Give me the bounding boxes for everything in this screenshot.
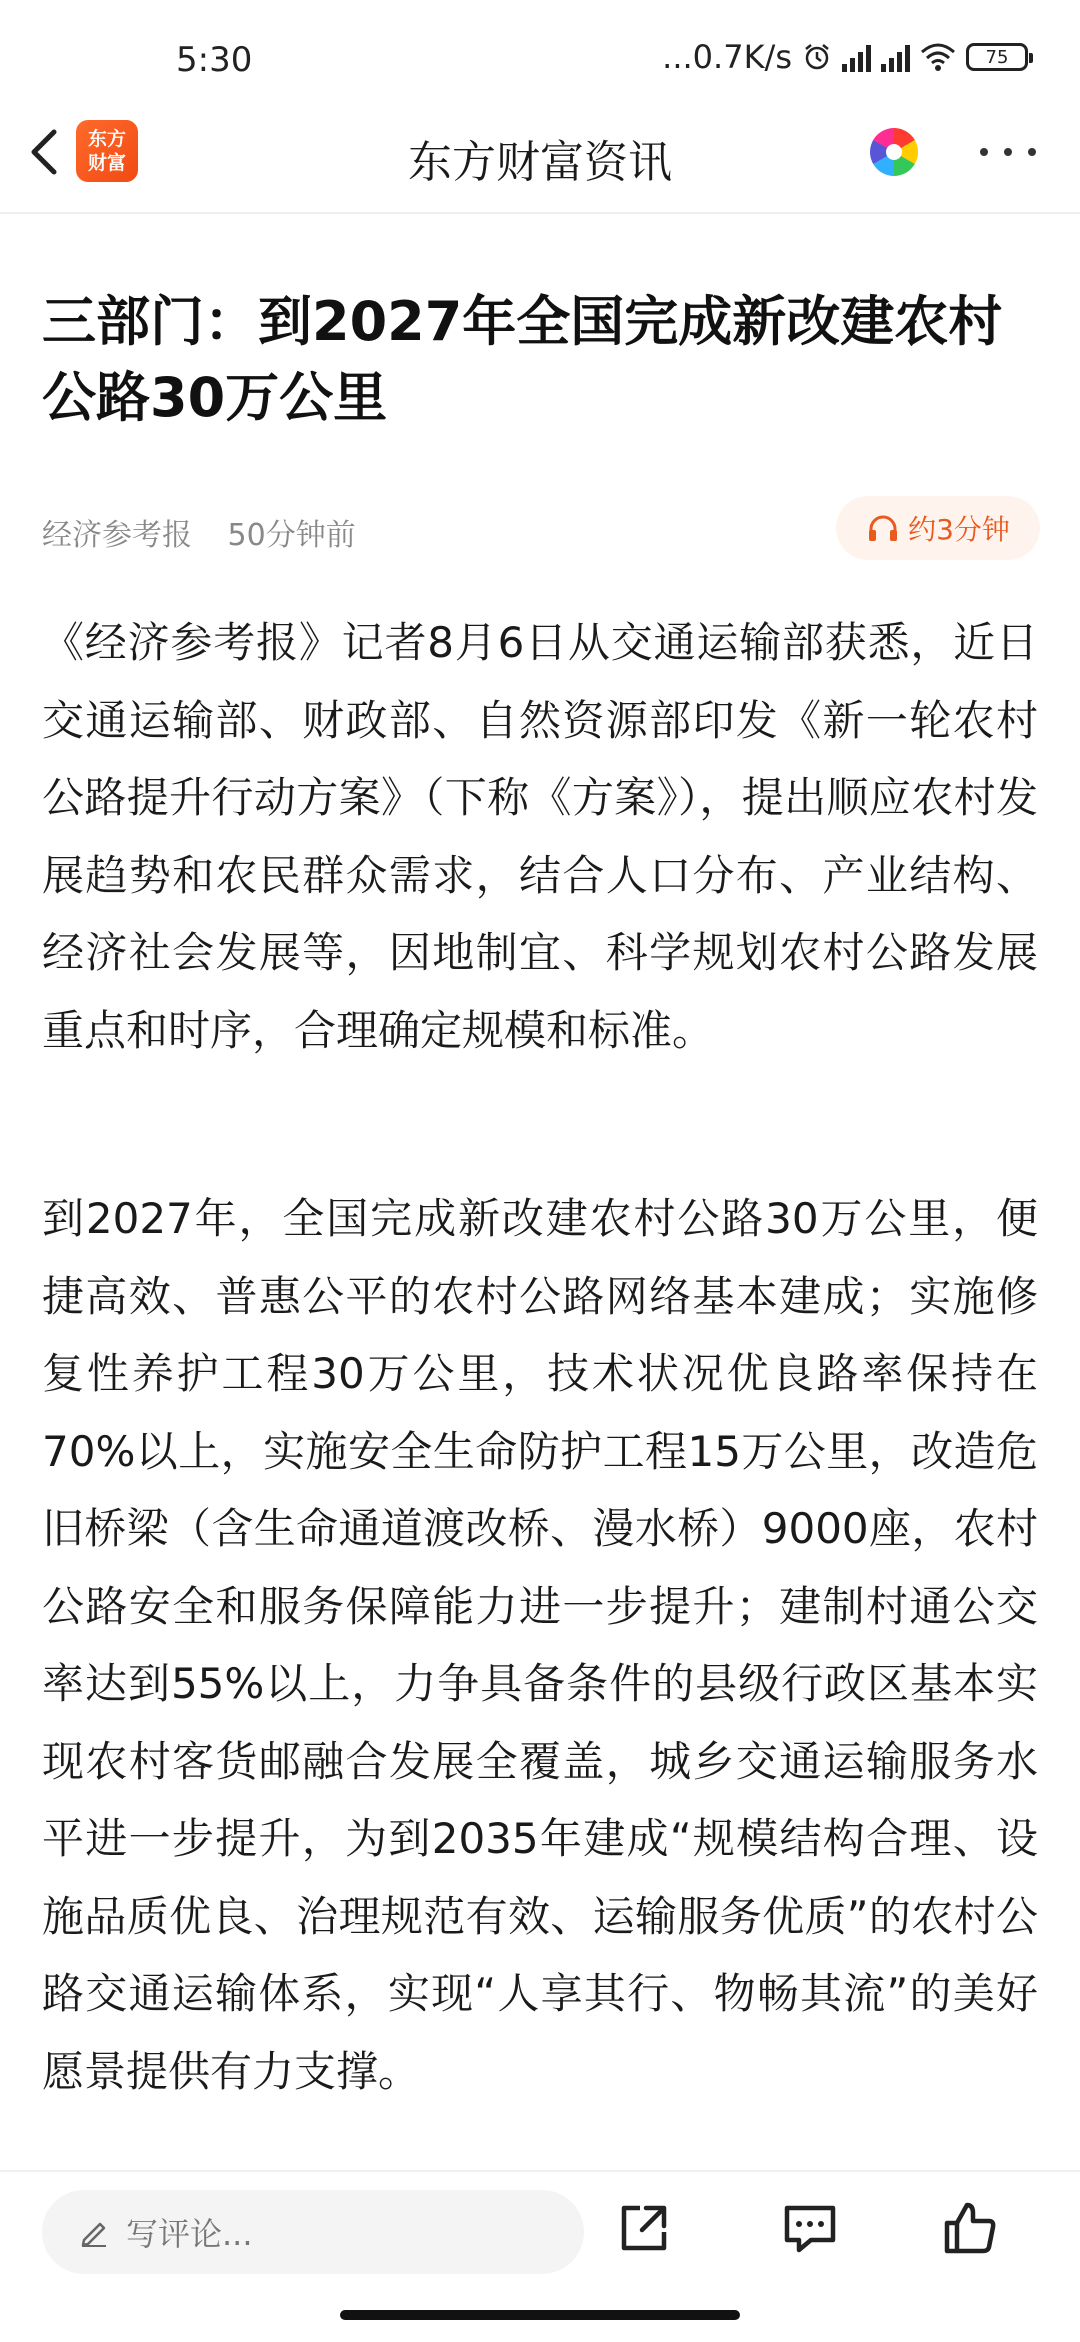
more-button[interactable] <box>980 132 1036 172</box>
comment-placeholder: 写评论... <box>126 2215 253 2253</box>
like-button[interactable] <box>938 2196 1002 2260</box>
comments-button[interactable] <box>778 2196 842 2260</box>
signal-2-icon <box>881 42 910 72</box>
network-speed: ...0.7K/s <box>662 38 792 76</box>
more-dot <box>980 148 988 156</box>
article-meta <box>42 510 356 554</box>
more-dot <box>1004 148 1012 156</box>
status-bar <box>0 0 1080 120</box>
alarm-icon <box>802 42 832 72</box>
share-icon <box>616 2200 672 2256</box>
pencil-icon <box>78 2216 110 2248</box>
status-time: 5:30 <box>176 40 253 80</box>
home-indicator[interactable] <box>340 2310 740 2320</box>
battery-icon <box>966 43 1028 71</box>
wifi-icon <box>920 42 956 72</box>
share-button[interactable] <box>612 2196 676 2260</box>
article-paragraph: 到2027年，全国完成新改建农村公路30万公里，便捷高效、普惠公平的农村公路网络基本建成；实施修复性养护工程30万公里，技术状况优良路率保持在70%以上，实施安全生命防护工程15万公里，改造危旧桥梁（含生命通道渡改桥、漫水桥）9000座，农村公路安全和服务保障能力进一步提升；建制村通公交率达到55%以上，力争具备条件的县级行政区基本实现农村客货邮融合发展全覆盖，城乡交通运输服务水平进一步提升，为到2035年建成“规模结构合理、设施品质优良、治理规范有效、运输服务优质”的农村公路交通运输体系，实现“人享其行、物畅其流”的美好愿景提供有力支撑。 <box>42 1194 1038 2096</box>
nav-title: 东方财富资讯 <box>408 137 672 188</box>
more-dot <box>1028 148 1036 156</box>
headphones-icon <box>866 513 900 543</box>
comment-icon <box>781 2200 839 2256</box>
pinwheel-icon[interactable] <box>870 128 918 176</box>
article-source[interactable]: 经济参考报 <box>42 518 192 553</box>
thumbs-up-icon <box>941 2199 999 2257</box>
battery-level: 75 <box>985 46 1009 68</box>
listen-button[interactable] <box>836 496 1040 560</box>
status-icons <box>662 38 1028 76</box>
article-title: 三部门：到2027年全国完成新改建农村公路30万公里 <box>42 290 1003 429</box>
logo-text-line1: 东方 <box>87 128 126 150</box>
listen-duration: 约3分钟 <box>908 513 1010 546</box>
article-time: 50分钟前 <box>227 518 356 553</box>
comment-input[interactable] <box>42 2190 584 2274</box>
logo-text-line2: 财富 <box>87 152 126 174</box>
signal-1-icon <box>842 42 871 72</box>
nav-divider <box>0 212 1080 214</box>
article-paragraph: 《经济参考报》记者8月6日从交通运输部获悉，近日交通运输部、财政部、自然资源部印发《新一轮农村公路提升行动方案》（下称《方案》），提出顺应农村发展趋势和农民群众需求，结合人口分布、产业结构、经济社会发展等，因地制宜、科学规划农村公路发展重点和时序，合理确定规模和标准。 <box>42 618 1038 1055</box>
